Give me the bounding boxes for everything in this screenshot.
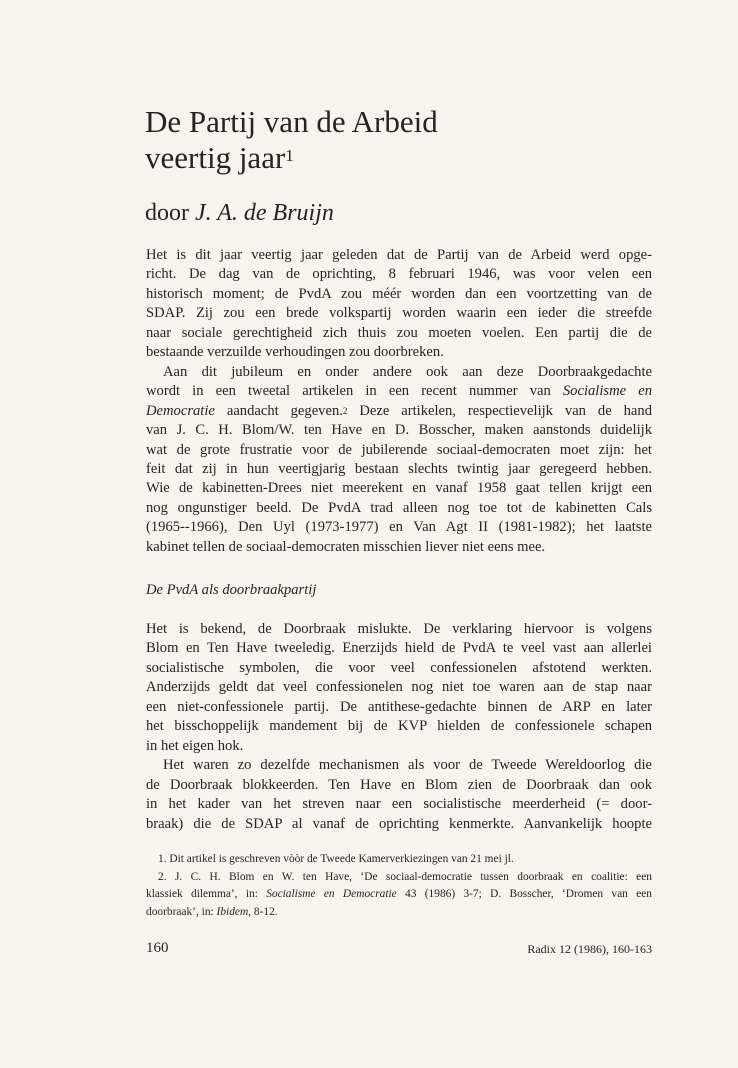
text-segment: wordt in een tweetal artikelen in een recent nummer van (146, 383, 563, 400)
text-segment: richt. De dag van de oprichting, 8 februari 1946, was voor velen een (146, 266, 652, 283)
text-segment: Anderzijds geldt dat veel confessionelen nog niet toe waren aan de stap naar (146, 679, 652, 696)
title-line-1: De Partij van de Arbeid (145, 104, 438, 139)
text-line (146, 717, 652, 736)
text-segment: aandacht gegeven. (214, 402, 343, 419)
article-title (145, 104, 438, 176)
text-segment: , 8-12. (248, 905, 278, 918)
text-line (146, 324, 652, 343)
text-segment: socialistische symbolen, die voor veel confessionelen afstotend werkten. (146, 659, 652, 676)
text-segment: 2. J. C. H. Blom en W. ten Have, ‘De sociaal-democratie tussen doorbraak en coalitie: een (158, 870, 652, 883)
page-number: 160 (146, 940, 169, 956)
text-segment: in het eigen hok. (146, 737, 244, 754)
text-segment: Het is bekend, de Doorbraak mislukte. De verklaring hiervoor is volgens (146, 621, 652, 637)
text-line (146, 304, 652, 323)
text-line (146, 756, 652, 775)
byline (145, 198, 334, 228)
section-heading: De PvdA als doorbraakpartij (146, 582, 317, 598)
text-segment: SDAP. Zij zou een brede volkspartij worden waarin een ieder die streefde (146, 305, 652, 322)
text-line (146, 265, 652, 284)
text-line (146, 246, 652, 265)
text-line (146, 795, 652, 814)
text-line (146, 620, 652, 639)
footnotes (146, 851, 652, 921)
text-segment: Het is dit jaar veertig jaar geleden dat de Partij van de Arbeid werd opge- (146, 247, 652, 263)
text-line (146, 479, 652, 498)
text-segment: 43 (1986) 3-7; D. Bosscher, ‘Dromen van een (396, 888, 652, 900)
text-segment: een niet-confessionele partij. De antithese-gedachte binnen de ARP en later (146, 698, 652, 715)
text-segment: Blom en Ten Have tweeledig. Enerzijds hield de PvdA te veel vast aan allerlei (146, 640, 652, 657)
intro-text (146, 246, 652, 557)
italic-text: Ibidem (216, 905, 249, 918)
footnote-ref: 2 (342, 405, 348, 416)
text-segment: kabinet tellen de sociaal-democraten misschien liever niet eens mee. (146, 538, 546, 555)
text-segment: bestaande verzuilde verhoudingen zou doorbreken. (146, 344, 444, 361)
text-line (146, 363, 652, 382)
text-line (146, 815, 652, 834)
text-segment: wat de grote frustratie voor de jubilerende sociaal-democraten moet zijn: het (146, 441, 652, 458)
text-segment: doorbraak’, in: (146, 905, 217, 918)
journal-citation: Radix 12 (1986), 160-163 (527, 942, 652, 956)
text-segment: van J. C. H. Blom/W. ten Have en D. Bosscher, maken aanstonds duidelijk (146, 422, 652, 439)
text-segment: historisch moment; de PvdA zou méér worden dan een voortzetting van de (146, 285, 652, 302)
text-segment: Wie de kabinetten-Drees niet meerekent en vanaf 1958 gaat tellen krijgt een (146, 480, 652, 497)
text-segment: braak) die de SDAP al vanaf de oprichting kenmerkte. Aanvankelijk hoopte (146, 815, 652, 832)
footnote (146, 869, 652, 922)
text-line (146, 402, 652, 421)
author-name: J. A. de Bruijn (195, 200, 334, 226)
paragraph (146, 756, 652, 834)
italic-text: Socialisme en Democratie (266, 888, 397, 900)
text-line (146, 851, 652, 869)
text-line (146, 776, 652, 795)
text-line (146, 382, 652, 401)
text-line (146, 499, 652, 518)
text-line (146, 886, 652, 904)
paragraph (146, 363, 652, 558)
text-segment: (1965--1966), Den Uyl (1973-1977) en Van Agt II (1981-1982); het laatste (146, 519, 652, 536)
text-line (146, 869, 652, 887)
italic-text: Socialisme en (562, 383, 652, 400)
text-segment: Het waren zo dezelfde mechanismen als voor de Tweede Wereldoorlog die (163, 757, 652, 774)
text-segment: Aan dit jubileum en onder andere ook aan deze Doorbraakgedachte (163, 363, 652, 380)
paragraph (146, 620, 652, 756)
text-line (146, 343, 652, 362)
footnote (146, 851, 652, 869)
text-line (146, 518, 652, 537)
text-line (146, 460, 652, 479)
text-segment: 1. Dit artikel is geschreven vòòr de Tweede Kamerverkiezingen van 21 mei jl. (158, 853, 514, 865)
byline-prefix: door (145, 200, 189, 226)
text-segment: de Doorbraak blokkeerden. Ten Have en Blom zien de Doorbraak dan ook (146, 776, 652, 793)
text-line (146, 737, 652, 756)
paragraph (146, 246, 652, 363)
text-line (146, 538, 652, 557)
text-segment: het bisschoppelijk mandement bij de KVP hielden de confessionele schapen (146, 718, 652, 735)
text-line (146, 421, 652, 440)
text-line (146, 639, 652, 658)
title-line-2: veertig jaar (145, 140, 286, 175)
text-line (146, 698, 652, 717)
title-footnote-marker: 1 (285, 146, 294, 165)
text-line (146, 659, 652, 678)
text-segment: in het kader van het streven naar een socialistische meerderheid (= door- (146, 796, 652, 813)
text-line (146, 285, 652, 304)
text-segment: feit dat zij in hun veertigjarig bestaan slechts twintig jaar geregeerd hebben. (146, 460, 652, 477)
text-line (146, 904, 652, 922)
text-line (146, 678, 652, 697)
text-segment: nog ongunstiger beeld. De PvdA trad alleen nog toe tot de kabinetten Cals (146, 499, 652, 516)
text-line (146, 441, 652, 460)
section-text (146, 620, 652, 834)
text-segment: klassiek dilemma’, in: (146, 888, 267, 900)
text-segment: naar sociale gerechtigheid zich thuis zou moeten voelen. Een partij die de (146, 324, 652, 341)
italic-text: Democratie (146, 402, 215, 419)
text-segment: Deze artikelen, respectievelijk van de hand (347, 402, 652, 419)
